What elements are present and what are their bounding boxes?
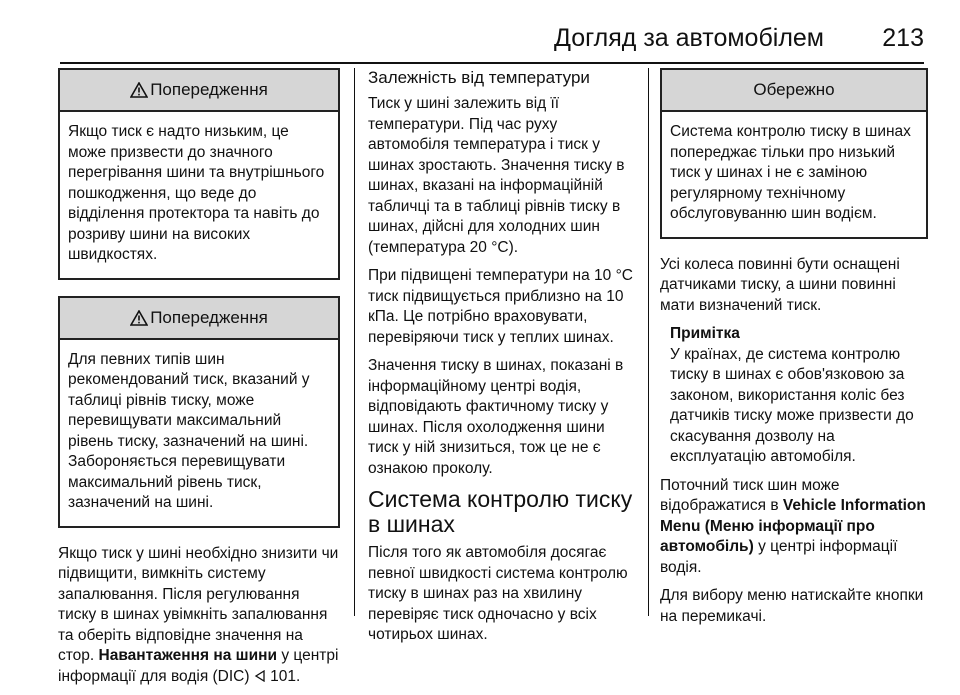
- warning-text: Якщо тиск є надто низьким, це може призвести до значного перегрівання шини та внутрішнього пошкодження, що веде до відділення протектора та навіть до розриву шини на високих швидкостях.: [68, 123, 325, 263]
- note-title: Примітка: [670, 325, 740, 342]
- warning-box: [58, 68, 340, 280]
- warning-box: [58, 296, 340, 528]
- paragraph-text: Поточний тиск шин може відображатися в: [660, 476, 840, 514]
- body-paragraph: При підвищені температури на 10 °C тиск підвищується приблизно на 10 кПа. Це потрібно враховувати, перевіряючи тиск у теплих шинах.: [368, 267, 633, 346]
- warning-box-header: [60, 70, 338, 112]
- body-paragraph: [660, 476, 928, 579]
- caution-title: Обережно: [753, 80, 835, 99]
- page-number: 213: [882, 24, 924, 52]
- body-paragraph: Усі колеса повинні бути оснащені датчиками тиску, а шини повинні мати визначений тиск.: [660, 255, 900, 314]
- caution-box: [660, 68, 928, 239]
- body-paragraph: Після того як автомобіля досягає певної швидкості система контролю тиску в шинах раз на хвилину перевіряє тиск одночасно у всіх чотирьох шинах.: [368, 544, 628, 643]
- body-paragraph: Для вибору меню натискайте кнопки на перемикачі.: [660, 587, 924, 625]
- body-paragraph: Тиск у шині залежить від її температури. Під час руху автомобіля температура і тиск у шинах зростають. Значення тиску в шинах, вказані на інформаційній табличці та в таблиці рівнів тиску в шинах, дійсні для холодних шин (температура 20 °C).: [368, 95, 625, 256]
- page-reference-arrow-icon: [254, 670, 266, 682]
- warning-title: Попередження: [150, 80, 268, 99]
- menu-reference: Vehicle Information Menu (Меню інформації про автомобіль): [660, 497, 926, 555]
- page-header: [60, 14, 924, 54]
- caution-text: Система контролю тиску в шинах попереджає тільки про низький тиск у шинах і не є заміною регулярному технічному обслуговуванню шин водієм.: [670, 123, 911, 222]
- body-paragraph: Значення тиску в шинах, показані в інформаційному центрі водія, відповідають фактичному тиску у шинах. Після охолодження шини тиск у ній знизиться, тож це не є ознакою проколу.: [368, 357, 624, 477]
- warning-triangle-icon: [130, 82, 148, 98]
- subheading: Залежність від температури: [368, 68, 590, 87]
- paragraph-text: у центрі інформації водія.: [660, 538, 898, 576]
- header-title: Догляд за автомобілем: [553, 24, 824, 52]
- warning-title: Попередження: [150, 307, 268, 327]
- paragraph-text: у центрі інформації для водія (DIC): [58, 647, 339, 685]
- column-3: [660, 68, 928, 635]
- column-divider: [648, 68, 649, 616]
- page-reference[interactable]: 101.: [270, 667, 301, 685]
- note-text: У країнах, де система контролю тиску в шинах є обов'язковою за законом, використання коліс без датчиків тиску може призвести до скасування дозволу на експлуатацію автомобіля.: [670, 345, 914, 465]
- section-heading: Система контролю тиску в шинах: [368, 486, 633, 537]
- column-2: [368, 68, 636, 654]
- caution-box-header: [662, 70, 926, 112]
- column-divider: [354, 68, 355, 616]
- warning-text: Для певних типів шин рекомендований тиск, вказаний у таблиці рівнів тиску, може перевищувати максимальний рівень тиску, зазначений на шині. Забороняється перевищувати максимальний рівень тиск, зазначений на шині.: [68, 350, 310, 511]
- menu-reference: Навантаження на шини: [98, 647, 277, 664]
- note-block: [660, 324, 928, 468]
- paragraph-text: Якщо тиск у шині необхідно знизити чи підвищити, вимкніть систему запалювання. Після регулювання тиску в шинах увімкніть запалювання та оберіть відповідне значення на стор.: [58, 544, 339, 664]
- column-1: [58, 68, 340, 695]
- body-paragraph: [58, 544, 340, 688]
- header-rule: [60, 62, 924, 64]
- warning-triangle-icon: [130, 310, 148, 326]
- warning-box-header: [60, 298, 338, 340]
